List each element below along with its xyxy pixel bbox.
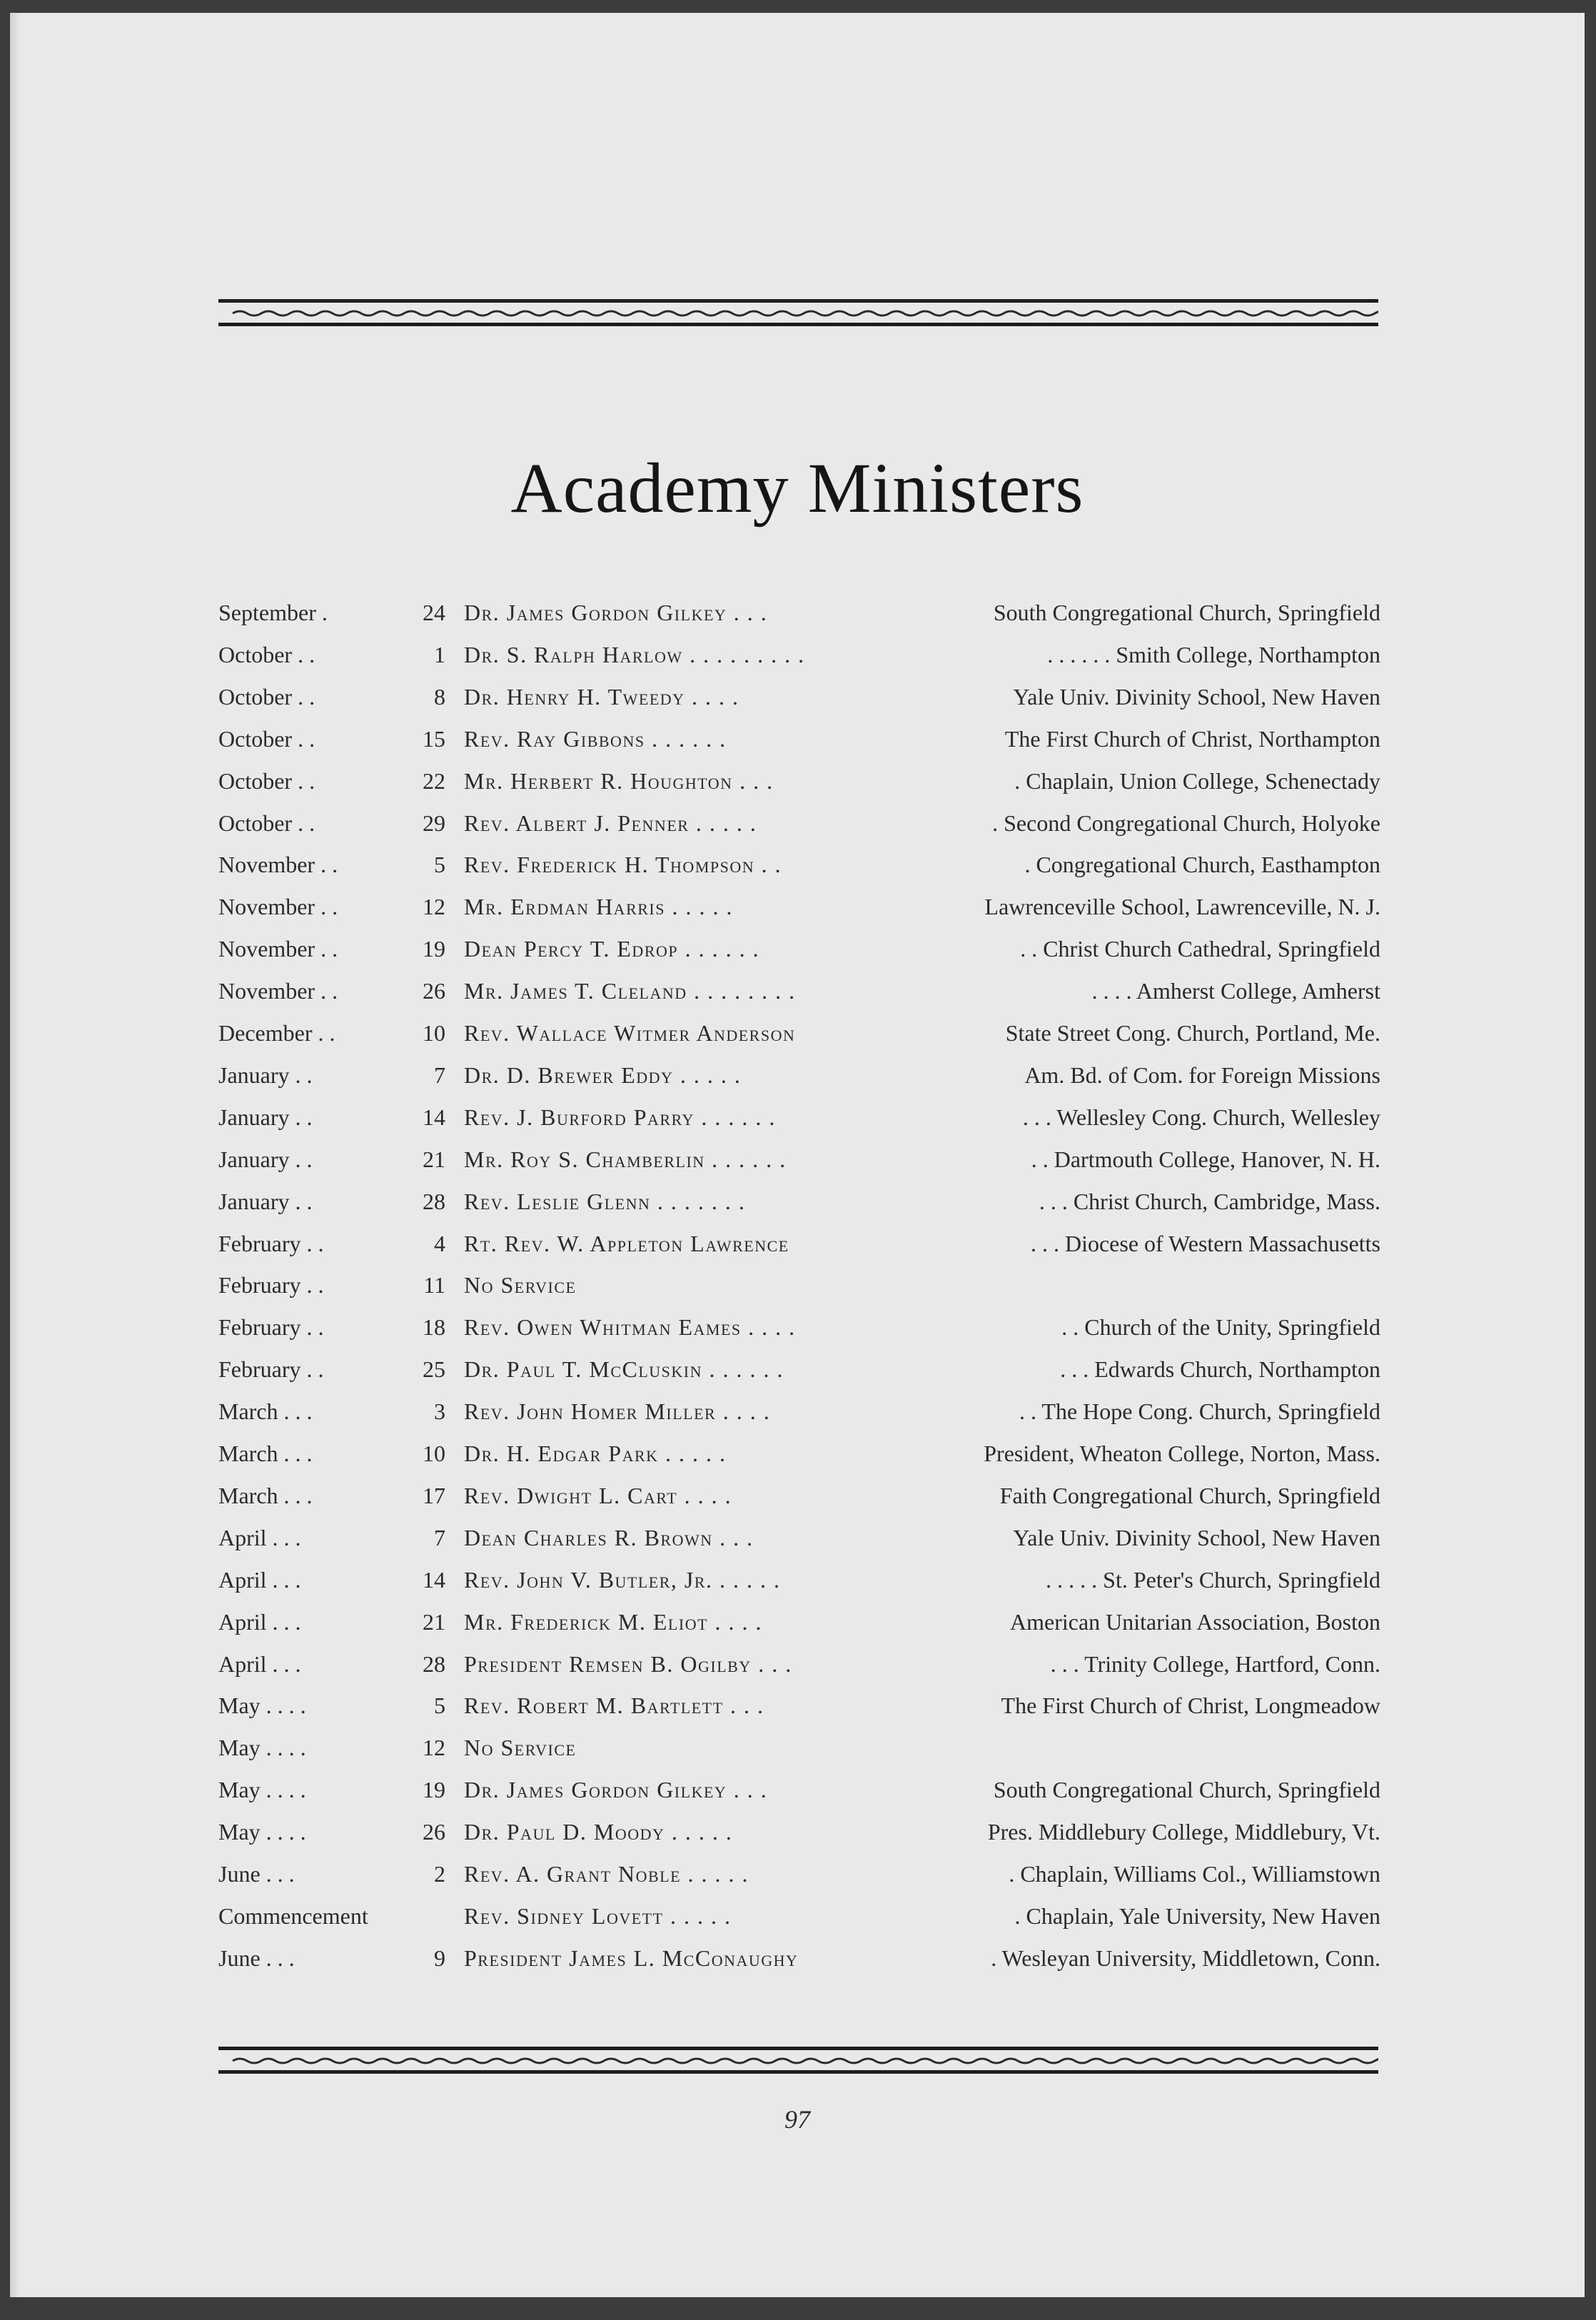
row-church: . Chaplain, Yale University, New Haven [1014,1902,1380,1929]
table-row [10,810,1585,852]
row-month: June . . . [218,1945,295,1971]
row-church: . . . . Amherst College, Amherst [1091,978,1380,1004]
row-day: 18 [423,1314,445,1341]
row-month: May . . . . [218,1819,306,1845]
row-day: 8 [434,683,445,710]
row-minister: Rev. Sidney Lovett . . . . . [464,1902,732,1929]
table-row [10,642,1585,683]
row-church: Pres. Middlebury College, Middlebury, Vt. [987,1819,1380,1845]
table-row [10,894,1585,935]
row-church: . . . . . St. Peter's Church, Springfield [1046,1566,1380,1593]
row-month: June . . . [218,1861,295,1887]
row-minister: Mr. Herbert R. Houghton . . . [464,767,774,794]
row-day: 28 [423,1188,445,1214]
row-month: September . [218,600,328,625]
row-church: Yale Univ. Divinity School, New Haven [1013,1524,1380,1550]
row-minister: Dr. Paul D. Moody . . . . . [464,1819,733,1845]
row-church: . Second Congregational Church, Holyoke [992,810,1380,836]
row-minister: Rev. Robert M. Bartlett . . . [464,1693,764,1719]
row-minister: Rev. John Homer Miller . . . . [464,1398,771,1425]
row-minister: Mr. Frederick M. Eliot . . . . [464,1608,763,1635]
row-church: . Congregational Church, Easthampton [1024,852,1380,878]
row-day: 29 [423,810,445,836]
table-row [10,1735,1585,1776]
top-ornamental-rule [218,296,1378,329]
row-church: . . . Edwards Church, Northampton [1060,1356,1380,1383]
row-day: 5 [434,852,445,878]
table-row [10,1567,1585,1608]
row-month: November . . [218,936,338,962]
row-minister: Rev. Wallace Witmer Anderson [464,1020,796,1046]
row-month: April . . . [218,1524,301,1550]
document-page [10,13,1585,2297]
row-day: 2 [434,1861,445,1887]
row-minister: Dr. Paul T. McCluskin . . . . . . [464,1356,784,1383]
row-church: . . . Christ Church, Cambridge, Mass. [1039,1188,1380,1214]
row-minister: President James L. McConaughy [464,1945,799,1971]
row-day: 3 [434,1398,445,1425]
table-row [10,1693,1585,1734]
table-row [10,1609,1585,1650]
table-row [10,978,1585,1019]
table-row [10,1146,1585,1188]
table-row [10,936,1585,977]
row-month: November . . [218,894,338,920]
row-day: 21 [423,1146,445,1172]
row-month: November . . [218,978,338,1004]
row-day: 26 [423,978,445,1004]
row-church: . . Dartmouth College, Hanover, N. H. [1031,1146,1380,1172]
row-day: 26 [423,1819,445,1845]
table-row [10,1819,1585,1860]
row-day: 21 [423,1608,445,1635]
row-month: November . . [218,852,338,878]
table-row [10,1398,1585,1440]
row-church: Lawrenceville School, Lawrenceville, N. J. [984,894,1380,920]
row-church: . Wesleyan University, Middletown, Conn. [991,1945,1380,1971]
row-month: January . . [218,1061,313,1088]
row-day: 19 [423,1777,445,1803]
row-month: October . . [218,641,315,667]
row-minister: Rev. Leslie Glenn . . . . . . . [464,1188,746,1214]
row-church: Faith Congregational Church, Springfield [999,1482,1380,1508]
row-church: . . . Trinity College, Hartford, Conn. [1050,1650,1380,1677]
row-day: 25 [423,1356,445,1383]
row-day: 15 [423,725,445,752]
table-row [10,852,1585,893]
row-church: . . . . . . Smith College, Northampton [1047,641,1380,667]
row-day: 7 [434,1061,445,1088]
row-church: South Congregational Church, Springfield [993,1777,1380,1803]
row-day: 7 [434,1524,445,1550]
table-row [10,1483,1585,1524]
row-month: January . . [218,1188,313,1214]
table-row [10,1189,1585,1230]
table-row [10,1020,1585,1061]
row-day: 28 [423,1650,445,1677]
table-row [10,1945,1585,1987]
row-month: May . . . . [218,1735,306,1761]
row-minister: President Remsen B. Ogilby . . . [464,1650,792,1677]
row-month: October . . [218,810,315,836]
row-minister: Dr. James Gordon Gilkey . . . [464,1777,768,1803]
table-row [10,1062,1585,1104]
table-row [10,1651,1585,1693]
row-minister: Mr. James T. Cleland . . . . . . . . [464,978,796,1004]
row-month: February . . [218,1314,324,1341]
row-minister: Rt. Rev. W. Appleton Lawrence [464,1230,789,1256]
row-day: 22 [423,767,445,794]
table-row [10,768,1585,810]
row-day: 14 [423,1104,445,1130]
row-month: October . . [218,683,315,710]
row-church: . . . Diocese of Western Massachusetts [1030,1230,1380,1256]
page-number: 97 [784,2105,810,2134]
row-day: 12 [423,894,445,920]
row-minister: Rev. John V. Butler, Jr. . . . . . [464,1566,781,1593]
table-row [10,726,1585,767]
table-row [10,1272,1585,1313]
row-minister: Rev. Dwight L. Cart . . . . [464,1482,732,1508]
row-church: . . . Wellesley Cong. Church, Wellesley [1022,1104,1380,1130]
row-church: Am. Bd. of Com. for Foreign Missions [1024,1061,1380,1088]
row-month: October . . [218,767,315,794]
table-row [10,1525,1585,1566]
table-row [10,600,1585,641]
row-day: 11 [423,1272,445,1298]
row-minister: Dr. H. Edgar Park . . . . . [464,1441,727,1466]
bottom-ornamental-rule [218,2044,1378,2077]
table-row [10,1777,1585,1818]
table-row [10,1861,1585,1902]
row-church: . . Christ Church Cathedral, Springfield [1020,936,1380,962]
row-month: March . . . [218,1482,313,1508]
row-minister: Dean Charles R. Brown . . . [464,1524,754,1550]
row-church: . . Church of the Unity, Springfield [1061,1314,1380,1341]
row-day: 19 [423,936,445,962]
row-day: 12 [423,1735,445,1761]
row-month: Commencement [218,1902,368,1929]
row-month: February . . [218,1230,324,1256]
table-row [10,1356,1585,1398]
row-day: 9 [434,1945,445,1971]
row-month: May . . . . [218,1693,306,1719]
row-day: 17 [423,1482,445,1508]
row-month: May . . . . [218,1777,306,1803]
row-month: March . . . [218,1441,313,1466]
row-minister: Mr. Roy S. Chamberlin . . . . . . [464,1146,787,1172]
row-day: 1 [434,641,445,667]
row-month: April . . . [218,1608,301,1635]
table-row [10,1314,1585,1356]
row-minister: Rev. Owen Whitman Eames . . . . [464,1314,796,1341]
table-row [10,684,1585,725]
row-church: Yale Univ. Divinity School, New Haven [1013,683,1380,710]
row-church: South Congregational Church, Springfield [993,600,1380,625]
row-month: January . . [218,1146,313,1172]
row-month: February . . [218,1272,324,1298]
row-day: 4 [434,1230,445,1256]
row-church: President, Wheaton College, Norton, Mass. [984,1441,1380,1466]
row-church: State Street Cong. Church, Portland, Me. [1005,1020,1380,1046]
row-month: February . . [218,1356,324,1383]
row-church: . Chaplain, Williams Col., Williamstown [1009,1861,1380,1887]
row-minister: Dr. James Gordon Gilkey . . . [464,600,768,625]
row-church: . . The Hope Cong. Church, Springfield [1019,1398,1380,1425]
table-row [10,1441,1585,1482]
table-row [10,1104,1585,1146]
row-minister: Mr. Erdman Harris . . . . . [464,894,733,920]
row-month: January . . [218,1104,313,1130]
row-month: April . . . [218,1566,301,1593]
row-minister: Rev. Albert J. Penner . . . . . [464,810,757,836]
row-church: . Chaplain, Union College, Schenectady [1014,767,1380,794]
row-minister: No Service [464,1272,577,1298]
row-day: 10 [423,1441,445,1466]
table-row [10,1231,1585,1272]
page-title: Academy Ministers [510,448,1084,528]
row-minister: No Service [464,1735,577,1761]
row-church: The First Church of Christ, Longmeadow [1001,1693,1380,1719]
row-day: 10 [423,1020,445,1046]
row-minister: Dean Percy T. Edrop . . . . . . [464,936,760,962]
row-month: October . . [218,725,315,752]
row-day: 24 [423,600,445,625]
row-month: April . . . [218,1650,301,1677]
row-minister: Rev. Ray Gibbons . . . . . . [464,725,727,752]
row-minister: Rev. Frederick H. Thompson . . [464,852,782,878]
row-month: December . . [218,1020,335,1046]
row-church: American Unitarian Association, Boston [1009,1608,1380,1635]
row-minister: Dr. D. Brewer Eddy . . . . . [464,1061,742,1088]
row-month: March . . . [218,1398,313,1425]
table-row [10,1903,1585,1945]
row-minister: Rev. J. Burford Parry . . . . . . [464,1104,776,1130]
row-minister: Dr. Henry H. Tweedy . . . . [464,683,739,710]
row-minister: Dr. S. Ralph Harlow . . . . . . . . . [464,641,805,667]
row-day: 5 [434,1693,445,1719]
row-day: 14 [423,1566,445,1593]
row-church: The First Church of Christ, Northampton [1004,725,1380,752]
row-minister: Rev. A. Grant Noble . . . . . [464,1861,749,1887]
